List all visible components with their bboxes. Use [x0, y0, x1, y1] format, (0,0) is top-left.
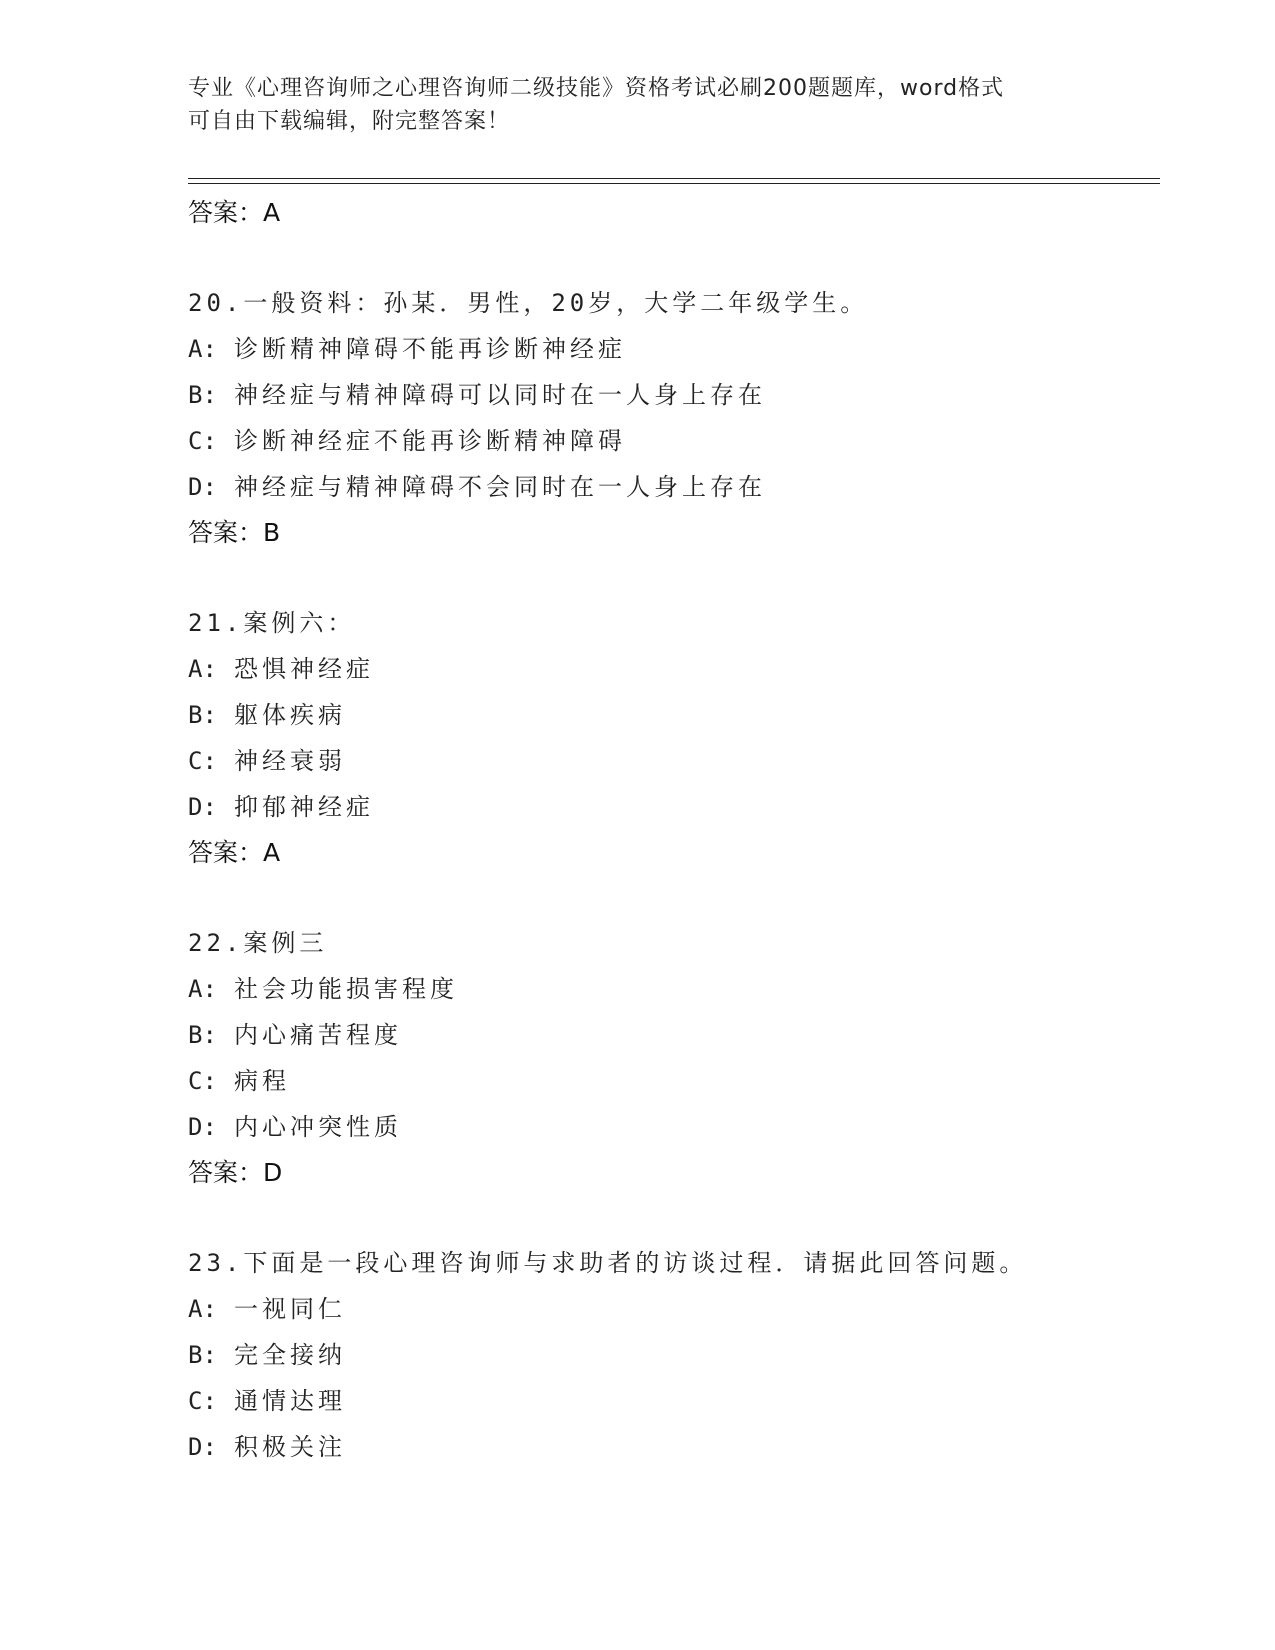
option-text: 诊断精神障碍不能再诊断神经症	[234, 335, 626, 363]
header-rule-top	[188, 178, 1160, 179]
option-letter: A:	[188, 975, 217, 1003]
option-text: 通情达理	[234, 1387, 346, 1415]
answer-line: 答案：A	[188, 838, 281, 867]
question-list	[188, 190, 1148, 1470]
option-a	[188, 1286, 1148, 1332]
option-letter: A:	[188, 655, 217, 683]
option-letter: C:	[188, 1067, 217, 1095]
option-letter: B:	[188, 701, 217, 729]
header-line-1: 专业《心理咨询师之心理咨询师二级技能》资格考试必刷200题题库，word格式	[188, 76, 1005, 101]
option-text: 恐惧神经症	[234, 655, 374, 683]
option-c	[188, 1058, 1148, 1104]
question-title: 22.案例三	[188, 929, 328, 957]
question-title: 23.下面是一段心理咨询师与求助者的访谈过程．请据此回答问题。	[188, 1249, 1028, 1277]
option-b	[188, 1012, 1148, 1058]
option-letter: C:	[188, 427, 217, 455]
question-title: 21.案例六：	[188, 609, 356, 637]
option-text: 一视同仁	[234, 1295, 346, 1323]
option-a	[188, 326, 1148, 372]
option-letter: A:	[188, 1295, 217, 1323]
option-letter: D:	[188, 793, 217, 821]
option-b	[188, 1332, 1148, 1378]
spacer	[188, 556, 1148, 600]
option-d	[188, 784, 1148, 830]
option-text: 躯体疾病	[234, 701, 346, 729]
option-d	[188, 464, 1148, 510]
option-b	[188, 692, 1148, 738]
option-c	[188, 418, 1148, 464]
document-header	[188, 72, 1068, 138]
option-text: 完全接纳	[234, 1341, 346, 1369]
option-letter: D:	[188, 473, 217, 501]
option-text: 内心冲突性质	[234, 1113, 402, 1141]
option-letter: C:	[188, 1387, 217, 1415]
option-letter: B:	[188, 1341, 217, 1369]
spacer	[188, 876, 1148, 920]
option-text: 社会功能损害程度	[234, 975, 458, 1003]
option-letter: D:	[188, 1113, 217, 1141]
question-title: 20.一般资料：孙某．男性，20岁，大学二年级学生。	[188, 289, 869, 317]
option-a	[188, 646, 1148, 692]
option-text: 积极关注	[234, 1433, 346, 1461]
answer-line: 答案：D	[188, 1158, 283, 1187]
option-text: 神经衰弱	[234, 747, 346, 775]
option-text: 神经症与精神障碍不会同时在一人身上存在	[234, 473, 766, 501]
header-line-2: 可自由下载编辑，附完整答案！	[188, 109, 511, 134]
option-a	[188, 966, 1148, 1012]
option-letter: C:	[188, 747, 217, 775]
option-letter: B:	[188, 1021, 217, 1049]
option-text: 抑郁神经症	[234, 793, 374, 821]
option-c	[188, 1378, 1148, 1424]
option-d	[188, 1424, 1148, 1470]
option-b	[188, 372, 1148, 418]
spacer	[188, 236, 1148, 280]
option-text: 神经症与精神障碍可以同时在一人身上存在	[234, 381, 766, 409]
option-c	[188, 738, 1148, 784]
spacer	[188, 1196, 1148, 1240]
answer-line: 答案：A	[188, 198, 281, 227]
option-d	[188, 1104, 1148, 1150]
option-text: 内心痛苦程度	[234, 1021, 402, 1049]
option-text: 诊断神经症不能再诊断精神障碍	[234, 427, 626, 455]
option-letter: D:	[188, 1433, 217, 1461]
option-letter: B:	[188, 381, 217, 409]
option-text: 病程	[234, 1067, 290, 1095]
option-letter: A:	[188, 335, 217, 363]
header-rule-bottom	[188, 183, 1160, 184]
answer-line: 答案：B	[188, 518, 281, 547]
